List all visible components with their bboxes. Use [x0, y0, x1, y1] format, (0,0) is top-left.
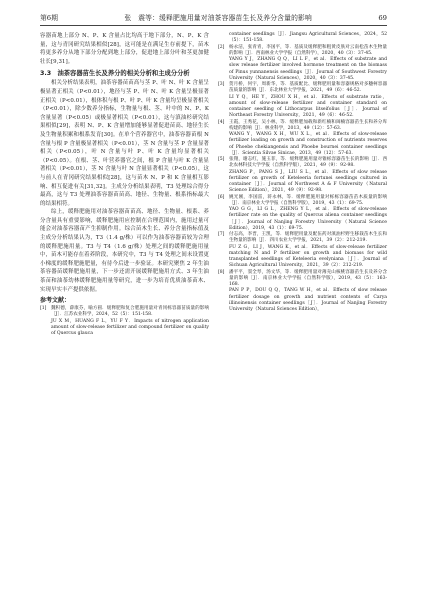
reference-number: [218, 32, 229, 45]
reference-number: [218, 132, 229, 157]
reference-entry: [40, 319, 209, 338]
reference-number: [6]: [218, 194, 225, 200]
running-title: 张 震等：缓释肥施用量对油茶容器苗生长及养分含量的影响: [124, 14, 312, 22]
reference-number: [218, 170, 229, 195]
references-heading: 参考文献：: [40, 297, 71, 305]
reference-text: PAN P P，DOU Q Q，TANG W H，et al．Effects of slow release fertilizer dosage on growth and nutrient contents of Carya illinoinensis container seedlings［J］．Journal of Nanjing Forestry University（Natural Sciences Edition），: [229, 288, 387, 312]
reference-text: 魏积德，薛康芬，喻方圆．缓释肥和复合肥施用量对青冈栎容器苗质量的影响［J］．江苏农业科学，2024，52（5）：151-158.: [51, 306, 209, 318]
reference-entry: [218, 132, 387, 157]
body-text-before-section: [40, 32, 209, 66]
reference-entry: [218, 232, 387, 245]
reference-number: [218, 288, 229, 313]
reference-entry: [218, 195, 387, 208]
reference-number: [40, 319, 51, 338]
reference-entry: [218, 170, 387, 195]
reference-text: JU X M，HUANG F L，YU F Y．Impacts of nitrogen application amount of slow-release fertilizer and compound fertilizer on quality of Quercus glauca: [51, 318, 209, 337]
reference-number: [218, 207, 229, 232]
reference-entry: [218, 45, 387, 58]
right-column: [218, 32, 387, 337]
reference-number: [218, 57, 229, 82]
reference-text: YAO G G，LI G L，ZHENG Y L，et al．Effects of slow-release fertilizer rate on the quality of Quercus aliena container seedlings［J］．Journal of Nanjing Forestry University（Natural Science Edition），2019，43（1）：69-75.: [229, 207, 387, 231]
reference-number: [2]: [218, 44, 225, 50]
reference-text: LI Y Q，HE Y，ZHOU X H，et al．Effects of substrate ratio，amount of slow-release fertilizer and container standard on container seedling of Lithocarpus litseifolius［J］．Journal of Northeast Forestry University，2021，49（6）：46-52.: [229, 94, 387, 119]
reference-entry: [218, 270, 387, 289]
reference-number: [8]: [218, 269, 225, 275]
reference-entry: [218, 157, 387, 170]
reference-text: WANG Y，WANG X H，WU X L，et al．Effects of slow-release fertilizer loading on growth and construction of nutrients reserves of Phoebe chekiangensis and Phoebe bournei container seedlings［J］．Scientia Silvae Sinicae，2013，49（12）：57-63.: [229, 132, 387, 156]
reference-text: container seedlings［J］．Jiangsu Agricultural Sciences，2024，52（5）：151-158.: [229, 32, 387, 44]
reference-text: YANG Y J，ZHANG Q Q，LI L F，et al．Effects of substrate and slow release fertilizer involved hormone treatment on the biomass of Pinus yunnanensis seedlings［J］．Journal of Southwest Forestry University（Natural Sciences），2020，40（3）：37-45.: [229, 57, 387, 81]
reference-text: FU Z G，LI J，WANG K，et al．Effects of slow-release fertilizer matching N and P fertilizer on growth and biomass for wild transplanted seedlings of Keteleeria evelyniana［J］．Journal of Sichuan Agricultural University，2021，39（2）：212-219.: [229, 244, 387, 269]
two-column-body: [40, 32, 387, 337]
reference-list-left: [40, 306, 209, 337]
reference-number: [218, 95, 229, 120]
reference-entry: [218, 32, 387, 45]
reference-entry: [218, 95, 387, 120]
reference-text: 姚光刚，李国雷，蒋永林，等．缓释肥施用量对栎栎容器苗苗木质量的影响［J］．南京林业大学学报（自然科学版），2019，43（1）：69-75.: [229, 194, 387, 206]
reference-entry: [218, 57, 387, 82]
reference-number: [4]: [218, 119, 225, 125]
reference-text: 张翔，谢志红，施玉菲，等．缓释肥施用量对锥栎容器苗生长的影响［J］．西北农林科技大学学报（自然科学版），2021，49（9）：92-98.: [229, 157, 387, 169]
page-number: 69: [378, 14, 387, 22]
left-column: [40, 32, 209, 337]
reference-text: 贺月桥，何宇，周新华，等．基质配比、缓释肥用量和容器规格对多穗柯容器苗质量的影响［J］．东北林业大学学报，2021，49（6）：46-52.: [229, 82, 387, 94]
reference-number: [5]: [218, 157, 225, 162]
body-paragraph: 综上，缓释肥施用对油茶容器苗苗高、地径、生物量、根系、养分含量具有重要影响，缓释肥施用应控制在合理范围内，施用过量可能会对油茶容器苗产生抑制作用。综合苗木生长、养分含量指标值及主成分分析结果认为，T3（1.4 g/株）可以作为油茶容器苗较为合理的缓释肥施用量。T3 与 T4（1.6 g/株）处理之间的缓释肥施用量中，苗木可能存在着养阶段，本研究中，T3 与 T4 处理之间未设置更小梯度的缓释肥施肥量，有待今后进一步验证。本研究聚焦 2 年生油茶容器苗缓释肥施用量，下一步还需开展缓释肥施用方式、3 年生油茶苗和油茶幼林缓释肥施用量等研究，进一步为培育优质油茶苗木、实现早实丰产提供依据。: [40, 209, 209, 293]
reference-entry: [218, 245, 387, 270]
reference-number: [1]: [40, 306, 47, 312]
body-paragraph: 容器苗地上部分 N、P、K 含量占比均高于地下部分，N、P、K 含量，这与青冈研究结果相似[28]，这可能是在满足生存前提下，苗木将更多养分从地下部分分配到地上部分，促进地上部分叶和茎更加健壮长[9,31]。: [40, 33, 209, 65]
body-paragraph: 相关分析结果表明，油茶容器苗苗高与茎 P、叶 N、叶 K 含量呈极显著正相关（P<0.01），地径与茎 P、叶 N、叶 K 含量呈极显著正相关（P<0.01），根体积与根 P、叶 P、叶 K 含量均呈极显著相关（P<0.01），除少数养分指标，生物量与根、茎、叶中的 N、P、K 含量显著（P<0.05）或极显著相关（P<0.01），这与滇油杉研究结果相似[29]，表明 N、P、K 含量增加能够显著促进苗高、地径生长及生物量积累和根系发育[30]。在单个营养器官中，油茶容器苗根 N 含量与根 P 含量极显著相关（P<0.01），茎 N 含量与茎 P 含量显著相关（P<0.05），叶 N 含量与叶 P、叶 K 含量均显著相关（P<0.05）。在根、茎、叶营养器官之间，根 P 含量与叶 K 含量显著相关（P<0.01），茎 N 含量与叶 N 含量显著相关（P<0.05），这与前人在青冈研究结果相似[28]，这与苗木 N、P 和 K 含量相互影响、相互促进有关[31,32]。主成分分析结果表明，T3 处理综合得分最高，这与 T3 处理油茶容器苗苗高、地径、生物量、根系指标最大的结果相符。: [40, 80, 209, 207]
body-text-after-section: [40, 79, 209, 294]
reference-number: [3]: [218, 82, 225, 87]
reference-text: 杨永洁，张青青，李国平，等．基质及缓释肥和粗黄皮肤对云南松苗木生物量的影响［J］．西南林业大学学报（自然科学），2020，40（3）：37-45.: [229, 44, 387, 56]
reference-entry: [40, 306, 209, 319]
reference-entry: [218, 207, 387, 232]
section-heading: 3.3 油茶容器苗生长及养分的相关分析和主成分分析: [40, 70, 190, 78]
reference-number: [7]: [218, 232, 225, 237]
reference-text: 付志高，李晋，王凯，等．缓释肥用量及配伍药对滇油杉野生移栽苗木生长和生物量的影响［J］．四川农业大学学报，2021，39（2）：212-219.: [229, 232, 387, 244]
issue-label: 第6期: [40, 14, 58, 22]
reference-entry: [218, 288, 387, 313]
reference-entry: [218, 82, 387, 95]
reference-number: [218, 245, 229, 270]
reference-list-right: [218, 32, 387, 313]
page-header: [40, 14, 387, 26]
reference-entry: [218, 120, 387, 133]
reference-text: ZHANG P，PANG S J，LIU S L，et al．Effects of slow release fertilizer on growth of Keteleeria fortunei seedlings cultured in container［J］．Journal of Northwest A & F University（Natural Science Edition），2021，49（9）：92-98.: [229, 169, 387, 194]
reference-text: 潘平平，窦全琴，汤文华，等．缓释肥用量对薄壳山核桃容器苗生长及养分含量的影响［J］．南京林业大学学报（自然科学版），2019，43（5）：163-168.: [229, 269, 387, 287]
reference-text: 王霞，王秀花，吴小林，等．缓释肥加载和新红楠和闽楠容器苗生长和养分库构建的影响［J］．林业科学，2013，49（12）：57-63.: [229, 119, 387, 131]
